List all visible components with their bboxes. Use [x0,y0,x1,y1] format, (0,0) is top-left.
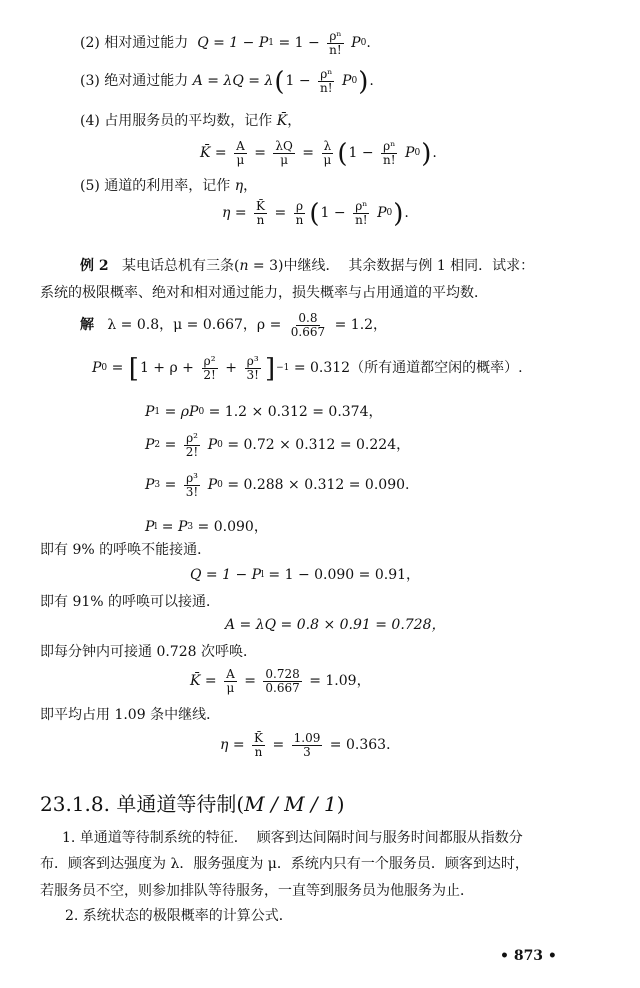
subscript: 3 [187,522,194,532]
numerator: ρⁿ [355,199,368,213]
fraction [184,432,200,459]
text-run: . [369,73,374,90]
solution-params [80,312,387,339]
numerator: ρ³ [186,471,198,485]
text-run: 某电话总机有三条( [108,258,240,274]
fraction [327,30,344,57]
subscript: 0 [351,76,358,87]
numerator: ρ² [186,431,198,445]
bracket: ( [337,138,348,169]
denominator: μ [323,153,332,168]
para-1-line3 [40,883,474,900]
text-run: . [404,205,409,222]
formula-eta-value [220,732,400,759]
text-run: = 0.312（所有通道都空闲的概率）. [289,360,523,377]
denominator: n [254,745,263,760]
text-run: (3) 绝对通过能力 [80,73,193,90]
math-text: P [203,477,218,494]
math-text: η = [222,205,252,222]
math-text: P [346,35,361,52]
numerator: 1.09 [293,731,321,745]
formula-p0 [92,355,523,382]
text-run: . [366,35,371,52]
subscript: 0 [217,480,223,491]
fraction [381,140,398,167]
text-9pct [40,542,211,559]
fraction [254,200,267,227]
numerator: ρ² [203,354,216,368]
text-run: = [268,737,289,754]
text-run: 23.1.8. 单通道等待制( [40,792,245,816]
math-text: K̄ = [200,145,232,162]
text-run: 即平均占用 1.09 条中继线． [40,707,221,723]
subscript: 1 [268,38,274,49]
subscript: 0 [217,440,223,451]
text-run: = [297,145,319,162]
para-2 [65,908,293,925]
fraction [252,732,265,759]
fraction [318,68,335,95]
superscript: −1 [276,363,290,374]
denominator: 0.667 [290,325,326,340]
text-run: ， [287,113,302,129]
para-1-line1 [62,830,523,847]
denominator: μ [280,153,289,168]
text-run: = 1.09， [304,673,371,690]
denominator: μ [236,153,245,168]
denominator: 3! [185,485,199,500]
bracket: ( [309,198,320,229]
math-text: K̄ = [190,673,222,690]
formula-p3 [145,472,409,499]
subscript: 0 [360,38,367,49]
text-run: • 873 • [500,948,557,964]
text-run: 1 − [320,205,351,222]
formula-pl [145,519,268,536]
subscript: l [154,522,158,532]
math-text: P [337,73,352,90]
fraction [224,668,237,695]
math-text: P [145,519,155,535]
numerator: ρⁿ [320,67,333,81]
text-run: = 0.090， [193,519,268,535]
text-run: = 1 − [274,35,325,52]
numerator: ρ [295,199,304,213]
fraction [263,668,301,695]
bracket: ) [393,198,404,229]
math-text: Q = 1 − P [197,35,269,52]
numerator: ρ³ [246,354,259,368]
bracket: ) [421,138,432,169]
formula-p1 [145,404,383,421]
text-run: ， [243,178,258,194]
subscript: 2 [154,440,161,451]
math-text: P [145,404,155,420]
subscript: l [261,570,264,580]
item-2 [80,30,371,57]
page-number [500,948,557,965]
denominator: 2! [203,368,216,383]
text-run: = 1 − 0.090 = 0.91， [263,567,421,583]
fraction [273,140,294,167]
denominator: 0.667 [265,681,300,696]
text-run: 1 − [348,145,379,162]
fraction [184,472,200,499]
text-run: 1 + ρ + [139,360,199,377]
fraction [244,355,260,382]
math-text: K̄ [276,113,288,129]
text-run: 例 2 [80,258,109,274]
numerator: 0.8 [298,311,318,325]
math-text: = P [157,519,188,535]
text-run: λ = 0.8，μ = 0.667，ρ = [94,317,286,334]
fraction [353,200,370,227]
math-text: P [372,205,387,222]
math-text: n [239,258,249,274]
denominator: n! [329,43,342,58]
text-run: + [220,360,242,377]
math-text: A = λQ = 0.8 × 0.91 = 0.728， [225,617,446,633]
text-run: 即有 9% 的呼唤不能接通． [40,542,212,558]
math-text: Q = 1 − P [190,567,262,583]
item-5 [80,178,257,195]
text-run: (5) 通道的利用率，记作 [80,178,235,194]
text-run: = [160,437,181,454]
denominator: n [295,213,304,228]
formula-a [225,617,446,634]
text-run: = 0.288 × 0.312 = 0.090. [222,477,410,494]
text-average [40,707,220,724]
text-run: = 0.363． [325,737,401,754]
fraction [292,732,323,759]
fraction [234,140,247,167]
text-run: = 1.2 × 0.312 = 0.374， [204,404,383,420]
subscript: 3 [154,480,161,491]
numerator: λ [323,139,332,153]
item-4 [80,113,301,130]
math-text: A = λQ = λ [192,73,274,90]
text-run: = 0.72 × 0.312 = 0.224， [222,437,411,454]
bracket: ] [264,353,276,384]
subscript: 0 [101,363,108,374]
text-run: 1 − [285,73,316,90]
text-run: 1. 单通道等待制系统的特征． 顾客到达间隔时间与服务时间都服从指数分 [62,830,523,846]
numerator: A [236,139,245,153]
math-text: = ρP [160,404,199,420]
text-run: = [270,205,291,222]
text-run: 解 [80,317,94,334]
fraction [294,200,306,227]
numerator: λQ [275,139,293,153]
section-heading [40,792,345,816]
text-run: 系统的极限概率、绝对和相对通过能力，损失概率与占用通道的平均数． [40,285,488,301]
subscript: 0 [386,208,393,219]
text-run: 2. 系统状态的极限概率的计算公式． [65,908,293,924]
math-text: M / M / 1 [244,792,337,816]
formula-p2 [145,432,410,459]
text-run: 即每分钟内可接通 0.728 次呼唤． [40,644,257,660]
fraction [289,312,327,339]
formula-k-value [190,668,371,695]
text-run: = [107,360,128,377]
example-2-line2 [40,285,488,302]
text-run: 若服务员不空，则参加排队等待服务，一直等到服务员为他服务为止． [40,883,474,899]
text-per-minute [40,644,257,661]
denominator: n [256,213,265,228]
numerator: ρⁿ [329,29,342,43]
denominator: n! [320,81,333,96]
subscript: 1 [154,407,161,417]
numerator: A [226,667,235,681]
item-3 [80,68,374,95]
math-text: P [92,360,102,377]
example-2-line1 [80,258,534,275]
denominator: 3! [246,368,259,383]
denominator: n! [355,213,368,228]
text-run: = [239,673,261,690]
text-run: (2) 相对通过能力 [80,35,198,52]
math-text: η [234,178,244,194]
bracket: ) [358,66,369,97]
text-run: 布．顾客到达强度为 λ．服务强度为 μ．系统内只有一个服务员．顾客到达时， [40,856,529,872]
numerator: K̄ [256,199,265,213]
text-run: = [160,477,181,494]
denominator: 2! [185,445,199,460]
math-text: P [203,437,218,454]
text-91pct [40,594,220,611]
text-run: 即有 91% 的呼唤可以接通． [40,594,221,610]
bracket: ( [274,66,285,97]
text-run: (4) 占用服务员的平均数，记作 [80,113,277,129]
math-text: P [145,437,155,454]
math-text: P [400,145,415,162]
para-1-line2 [40,856,529,873]
numerator: ρⁿ [383,139,396,153]
text-run: ) [336,792,345,816]
numerator: K̄ [254,731,263,745]
math-text: P [145,477,155,494]
fraction [322,140,334,167]
text-run: = 1.2， [330,317,388,334]
fraction [201,355,217,382]
formula-eta [222,200,409,227]
text-run: = [249,145,271,162]
text-run: = 3)中继线． 其余数据与例 1 相同．试求： [248,258,535,274]
numerator: 0.728 [265,667,300,681]
text-run: . [432,145,437,162]
denominator: n! [383,153,396,168]
bracket: [ [128,353,139,384]
math-text: η = [220,737,250,754]
subscript: 0 [414,148,421,159]
formula-k [200,140,437,167]
formula-q [190,567,420,584]
denominator: μ [226,681,235,696]
denominator: 3 [303,745,311,760]
subscript: 0 [198,407,205,417]
